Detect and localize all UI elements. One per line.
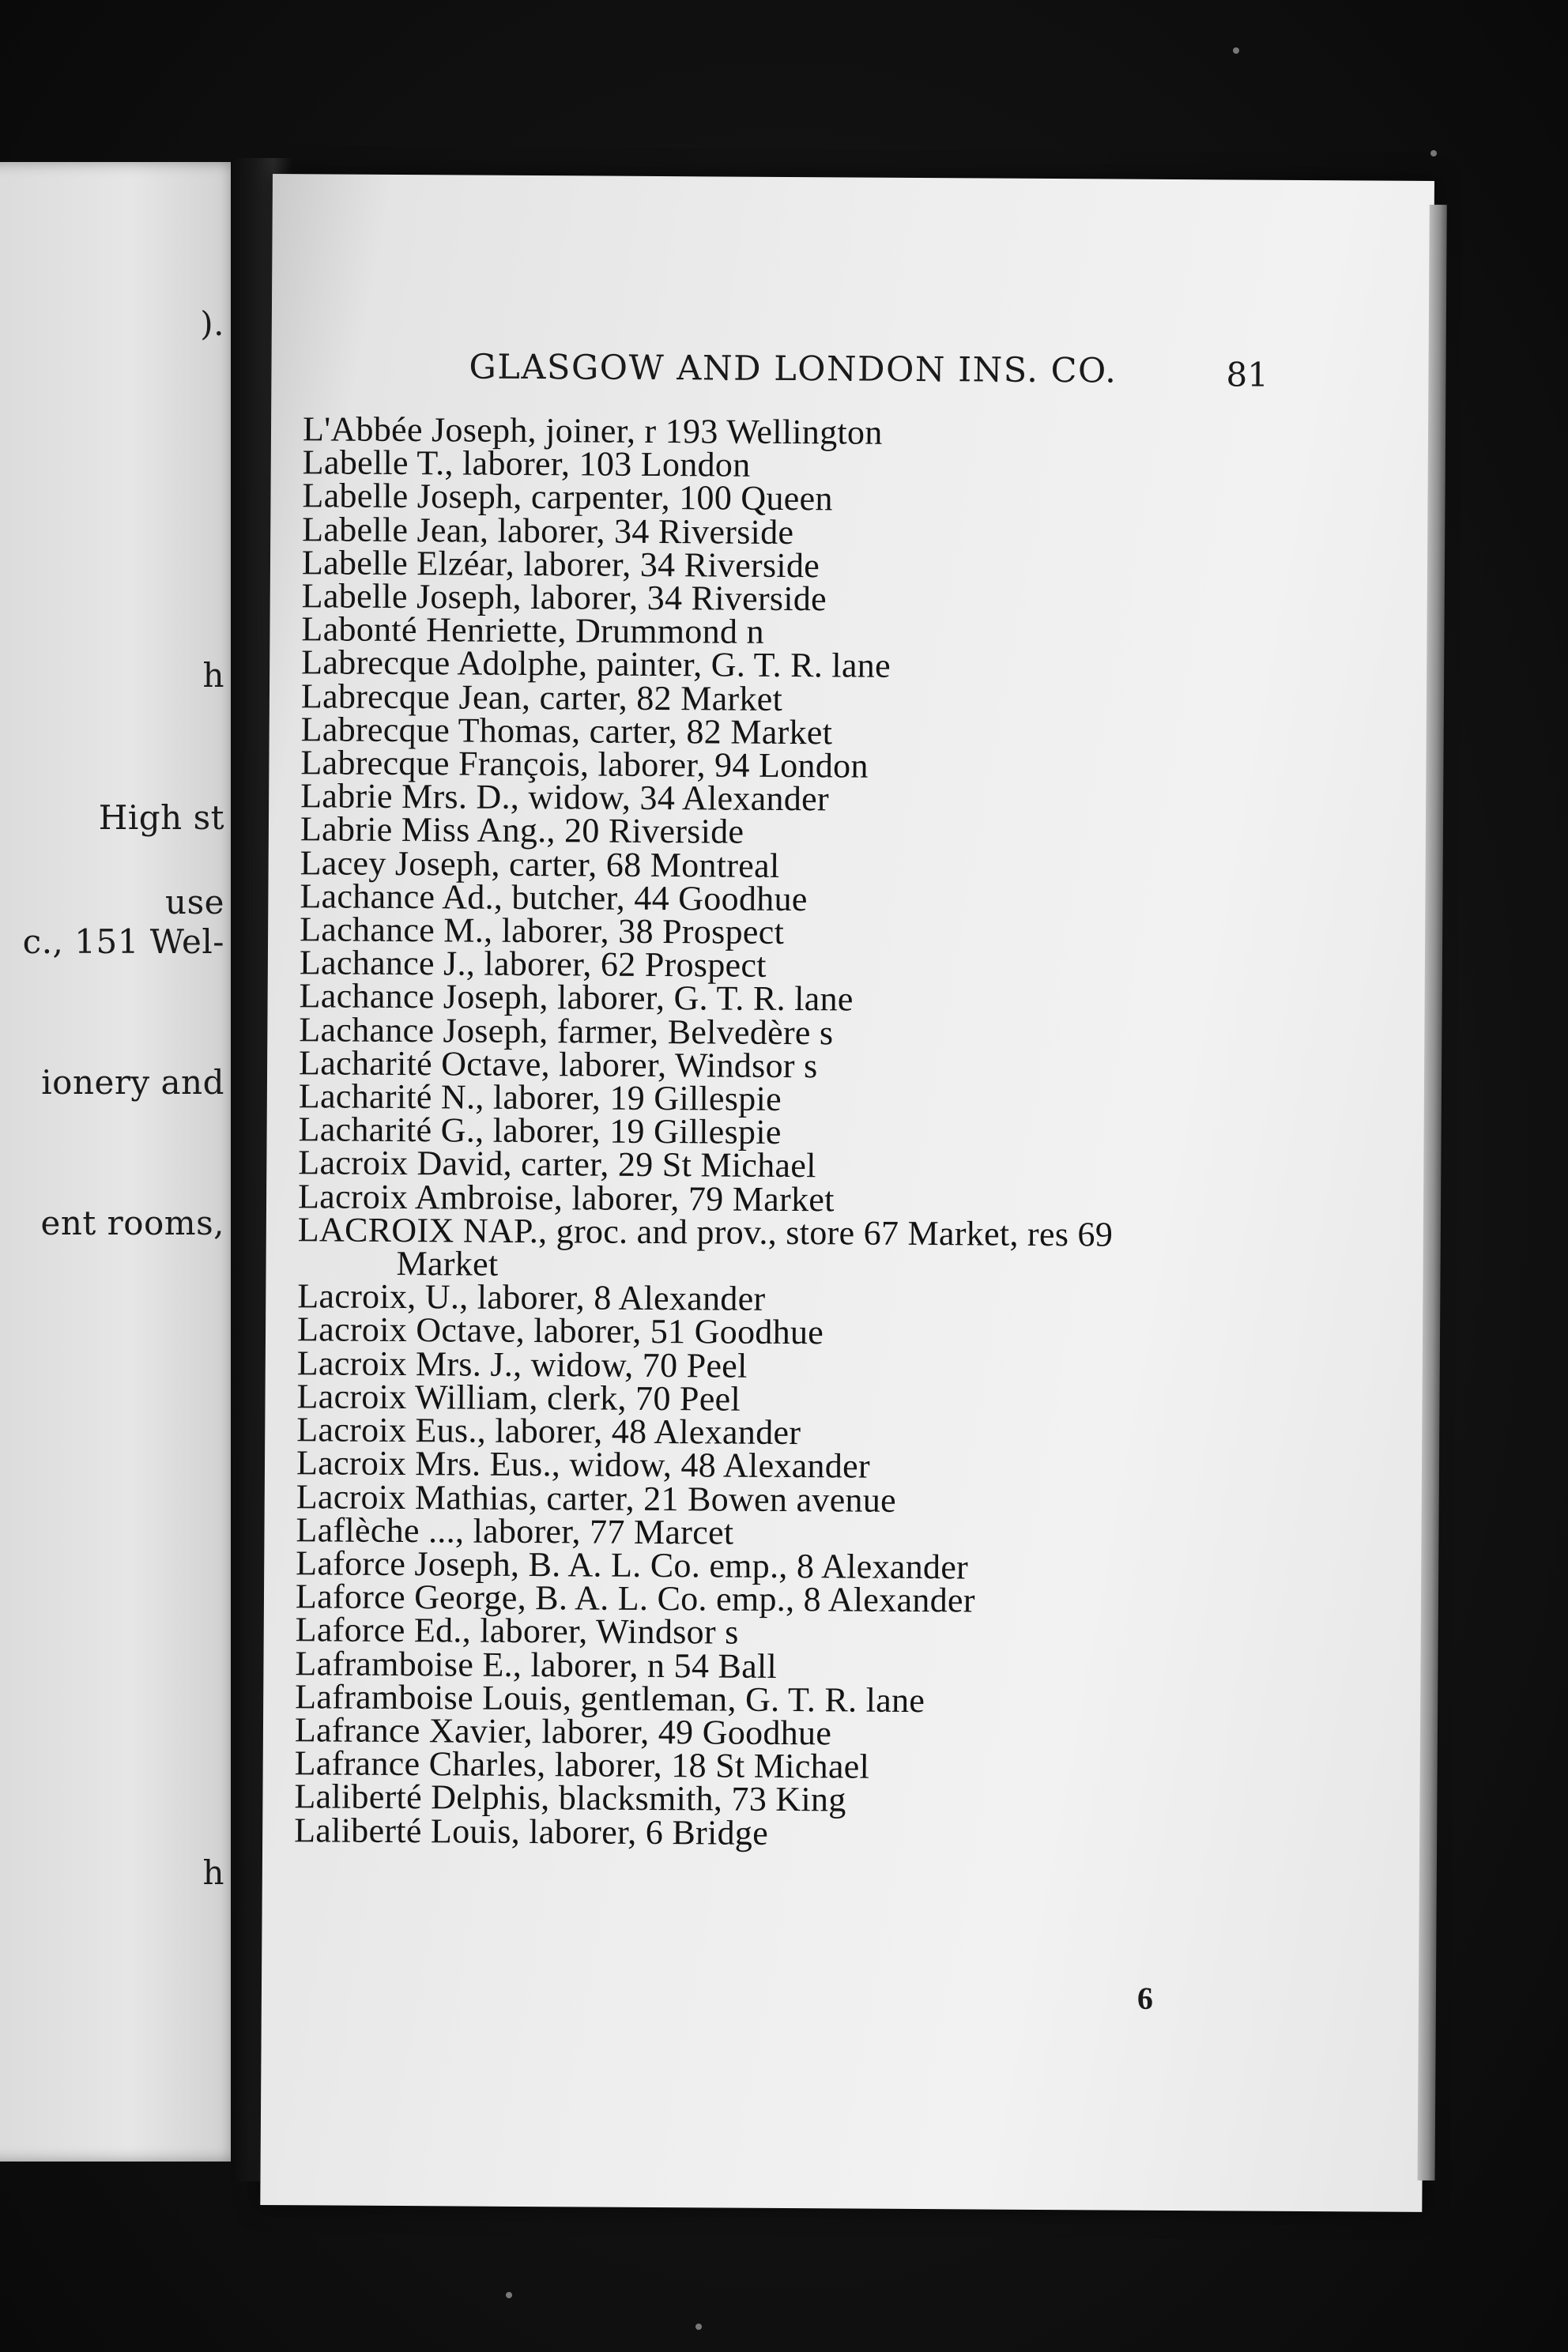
entry-text: Laflèche ..., laborer, 77 Marcet [296, 1510, 734, 1552]
entry-text: L'Abbée Joseph, joiner, r 193 Wellington [302, 409, 883, 452]
directory-entry [294, 1810, 1321, 1853]
entry-text: Labelle T., laborer, 103 London [302, 443, 751, 484]
entry-text: Labrie Miss Ang., 20 Riverside [300, 809, 744, 852]
dust-speck [695, 2324, 702, 2330]
entry-text: LACROIX NAP., groc. and prov., store 67 Market, res 69 [297, 1210, 1114, 1254]
dust-speck [1430, 150, 1437, 156]
left-facing-page [0, 162, 239, 2162]
entry-text: Laliberté Delphis, blacksmith, 73 King [294, 1777, 846, 1819]
entry-text: Lafrance Charles, laborer, 18 St Michael [294, 1743, 870, 1786]
entry-text: Labrecque Adolphe, painter, G. T. R. lane [301, 643, 891, 686]
dust-speck [1233, 47, 1239, 54]
entry-text: Labelle Jean, laborer, 34 Riverside [302, 509, 794, 552]
entry-text: Lachance Ad., butcher, 44 Goodhue [300, 876, 808, 918]
entry-text: Lachance Joseph, laborer, G. T. R. lane [299, 976, 854, 1019]
left-page-fragment: ent rooms, [40, 1204, 224, 1242]
entry-text: Laframboise Louis, gentleman, G. T. R. lane [295, 1676, 925, 1720]
entry-text: Labrecque Thomas, carter, 82 Market [300, 710, 833, 752]
directory-entry [297, 1210, 1325, 1286]
entry-text: Labrie Mrs. D., widow, 34 Alexander [300, 776, 830, 819]
entry-text: Lacroix Mrs. Eus., widow, 48 Alexander [296, 1443, 871, 1486]
entry-text: Lacroix Eus., laborer, 48 Alexander [296, 1410, 801, 1453]
entry-text: Labrecque François, laborer, 94 London [300, 743, 869, 786]
entry-text: Labelle Joseph, laborer, 34 Riverside [301, 576, 827, 619]
left-page-fragment: h [202, 656, 224, 695]
left-page-fragment: h [202, 1853, 224, 1892]
entry-text: Lachance M., laborer, 38 Prospect [300, 910, 785, 952]
dust-speck [506, 2292, 512, 2298]
entry-text: Lacharité N., laborer, 19 Gillespie [298, 1076, 782, 1119]
entry-continuation: Market [396, 1244, 499, 1283]
entry-text: Laforce Joseph, B. A. L. Co. emp., 8 Alexander [296, 1544, 969, 1587]
entry-text: Lacharité Octave, laborer, Windsor s [298, 1043, 818, 1086]
left-page-fragment: High st [98, 798, 224, 837]
entry-text: Lacharité G., laborer, 19 Gillespie [298, 1110, 782, 1152]
entry-text: Lacroix William, clerk, 70 Peel [296, 1377, 741, 1419]
entry-text: Lafrance Xavier, laborer, 49 Goodhue [294, 1710, 832, 1753]
entry-text: Labelle Joseph, carpenter, 100 Queen [302, 476, 833, 518]
page-number: 81 [1226, 355, 1269, 394]
entry-text: Lacroix, U., laborer, 8 Alexander [297, 1276, 766, 1319]
entry-text: Lachance J., laborer, 62 Prospect [299, 943, 767, 986]
running-head: GLASGOW AND LONDON INS. CO. [469, 347, 1118, 391]
directory-page [260, 174, 1434, 2212]
left-page-fragment: c., 151 Wel- [22, 922, 224, 961]
entry-text: Laforce Ed., laborer, Windsor s [295, 1610, 739, 1652]
left-page-fragment: ionery and [41, 1063, 224, 1102]
entry-text: Labelle Elzéar, laborer, 34 Riverside [301, 543, 820, 586]
entry-text: Laframboise E., laborer, n 54 Ball [295, 1643, 778, 1686]
entry-text: Lacroix David, carter, 29 St Michael [298, 1143, 816, 1185]
entry-text: Lacroix Mathias, carter, 21 Bowen avenue [296, 1476, 897, 1520]
entry-text: Laforce George, B. A. L. Co. emp., 8 Alexander [295, 1577, 975, 1620]
page-edge [1418, 205, 1447, 2180]
directory-entries [294, 409, 1330, 1853]
entry-text: Lacroix Ambroise, laborer, 79 Market [297, 1176, 835, 1219]
left-page-fragment: use [165, 883, 224, 922]
signature-mark: 6 [1136, 1980, 1154, 2016]
entry-text: Labonté Henriette, Drummond n [301, 609, 765, 652]
left-page-fragment: ). [200, 304, 224, 343]
entry-text: Lacey Joseph, carter, 68 Montreal [300, 842, 780, 885]
entry-text: Lachance Joseph, farmer, Belvedère s [299, 1009, 834, 1053]
entry-text: Lacroix Octave, laborer, 51 Goodhue [296, 1310, 824, 1352]
entry-text: Labrecque Jean, carter, 82 Market [300, 676, 783, 718]
entry-text: Laliberté Louis, laborer, 6 Bridge [294, 1810, 769, 1853]
entry-text: Lacroix Mrs. J., widow, 70 Peel [296, 1343, 748, 1385]
